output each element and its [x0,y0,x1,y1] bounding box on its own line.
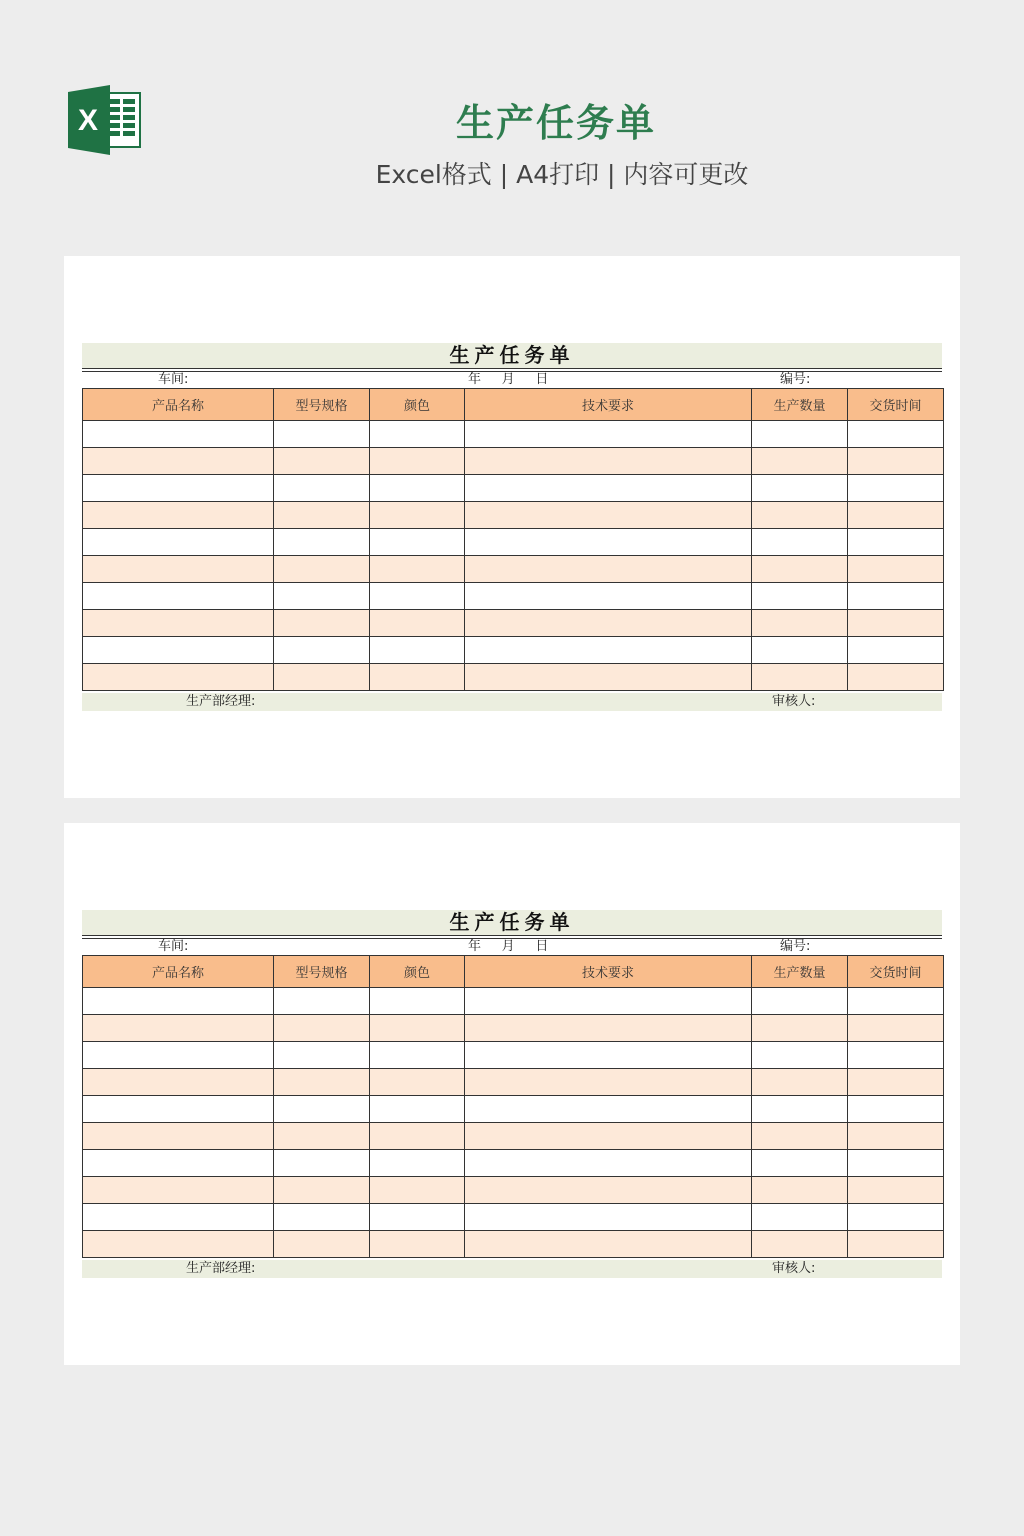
column-header: 技术要求 [465,389,752,421]
table-row [83,556,944,583]
table-cell[interactable] [752,529,848,556]
meta-row [82,938,942,955]
table-row [83,1177,944,1204]
table-cell[interactable] [848,1231,944,1258]
table-cell[interactable] [465,421,752,448]
table-cell[interactable] [83,1150,274,1177]
table-cell[interactable] [83,448,274,475]
table-cell[interactable] [848,475,944,502]
table-cell[interactable] [274,421,370,448]
table-cell[interactable] [465,610,752,637]
table-cell[interactable] [465,1177,752,1204]
table-cell[interactable] [370,1015,465,1042]
reviewer-label: 审核人: [772,1261,816,1276]
table-cell[interactable] [370,1150,465,1177]
table-row [83,1015,944,1042]
column-header: 生产数量 [752,389,848,421]
table-cell[interactable] [274,502,370,529]
table-cell[interactable] [848,583,944,610]
table-row [83,448,944,475]
table-cell[interactable] [370,529,465,556]
table-cell[interactable] [465,583,752,610]
number-label: 编号: [780,372,811,387]
table-cell[interactable] [752,637,848,664]
table-cell[interactable] [465,1204,752,1231]
table-cell[interactable] [465,1096,752,1123]
table-cell[interactable] [848,1123,944,1150]
table-cell[interactable] [752,1204,848,1231]
table-cell[interactable] [83,988,274,1015]
table-cell[interactable] [370,421,465,448]
table-row [83,610,944,637]
table-cell[interactable] [848,502,944,529]
table-cell[interactable] [752,556,848,583]
table-cell[interactable] [465,1015,752,1042]
table-cell[interactable] [274,475,370,502]
table-row [83,1231,944,1258]
table-cell[interactable] [752,664,848,691]
table-cell[interactable] [370,556,465,583]
table-cell[interactable] [83,664,274,691]
table-row [83,1042,944,1069]
table-cell[interactable] [83,1069,274,1096]
date-label: 年 月 日 [468,939,549,954]
form-sheet [64,256,960,798]
column-header: 产品名称 [83,956,274,988]
table-cell[interactable] [752,502,848,529]
table-cell[interactable] [274,664,370,691]
table-row [83,583,944,610]
table-cell[interactable] [274,610,370,637]
table-cell[interactable] [370,988,465,1015]
table-cell[interactable] [848,1042,944,1069]
table-cell[interactable] [370,1231,465,1258]
table-cell[interactable] [465,1042,752,1069]
table-cell[interactable] [274,1177,370,1204]
table-row [83,1123,944,1150]
workshop-label: 车间: [158,372,189,387]
form-title: 生产任务单 [82,343,942,368]
table-cell[interactable] [370,1177,465,1204]
table-cell[interactable] [465,1123,752,1150]
table-cell[interactable] [83,583,274,610]
column-header: 技术要求 [465,956,752,988]
table-cell[interactable] [274,1015,370,1042]
table-cell[interactable] [848,421,944,448]
table-cell[interactable] [848,556,944,583]
page-subtitle: Excel格式 | A4打印 | 内容可更改 [375,160,749,189]
table-cell[interactable] [370,637,465,664]
table-cell[interactable] [752,1123,848,1150]
table-cell[interactable] [848,1096,944,1123]
table-cell[interactable] [465,1069,752,1096]
table-row [83,637,944,664]
table-cell[interactable] [274,583,370,610]
column-header: 型号规格 [274,956,370,988]
table-cell[interactable] [848,1069,944,1096]
table-cell[interactable] [83,1231,274,1258]
table-cell[interactable] [83,1204,274,1231]
table-cell[interactable] [370,502,465,529]
table-cell[interactable] [752,421,848,448]
table-cell[interactable] [370,664,465,691]
table-row [83,529,944,556]
column-header: 产品名称 [83,389,274,421]
table-cell[interactable] [83,637,274,664]
table-cell[interactable] [370,1069,465,1096]
table-header-row [83,956,944,988]
table-cell[interactable] [752,1042,848,1069]
table-cell[interactable] [752,988,848,1015]
table-cell[interactable] [465,664,752,691]
workshop-label: 车间: [158,939,189,954]
table-cell[interactable] [274,1123,370,1150]
meta-row [82,371,942,388]
table-cell[interactable] [274,1042,370,1069]
table-cell[interactable] [848,637,944,664]
column-header: 交货时间 [848,956,944,988]
table-cell[interactable] [83,502,274,529]
table-cell[interactable] [848,1015,944,1042]
table-cell[interactable] [274,1096,370,1123]
table-cell[interactable] [848,448,944,475]
table-cell[interactable] [370,583,465,610]
table-row [83,421,944,448]
table-cell[interactable] [370,1042,465,1069]
table-row [83,475,944,502]
table-cell[interactable] [274,1204,370,1231]
task-table [82,388,944,691]
table-cell[interactable] [848,1177,944,1204]
table-cell[interactable] [274,448,370,475]
table-cell[interactable] [752,1177,848,1204]
table-cell[interactable] [752,583,848,610]
table-cell[interactable] [83,529,274,556]
manager-label: 生产部经理: [186,694,256,709]
table-cell[interactable] [83,1015,274,1042]
table-cell[interactable] [370,610,465,637]
table-cell[interactable] [752,1231,848,1258]
table-cell[interactable] [752,475,848,502]
column-header: 颜色 [370,389,465,421]
table-cell[interactable] [370,475,465,502]
task-table [82,955,944,1258]
table-cell[interactable] [370,1123,465,1150]
form-title: 生产任务单 [82,910,942,935]
table-cell[interactable] [752,1096,848,1123]
table-cell[interactable] [274,529,370,556]
table-cell[interactable] [752,1015,848,1042]
table-cell[interactable] [274,1069,370,1096]
table-cell[interactable] [83,1123,274,1150]
table-cell[interactable] [83,1042,274,1069]
table-cell[interactable] [83,475,274,502]
table-row [83,1150,944,1177]
table-cell[interactable] [370,1204,465,1231]
table-cell[interactable] [370,448,465,475]
table-cell[interactable] [83,1177,274,1204]
form-sheet [64,823,960,1365]
table-cell[interactable] [752,1150,848,1177]
table-cell[interactable] [274,556,370,583]
table-cell[interactable] [465,1150,752,1177]
table-cell[interactable] [848,1204,944,1231]
table-cell[interactable] [274,1231,370,1258]
table-row [83,502,944,529]
table-cell[interactable] [752,448,848,475]
signature-row [82,693,942,711]
table-cell[interactable] [83,556,274,583]
table-cell[interactable] [465,502,752,529]
signature-row [82,1260,942,1278]
table-cell[interactable] [752,1069,848,1096]
table-cell[interactable] [370,1096,465,1123]
table-row [83,988,944,1015]
page-title: 生产任务单 [455,101,656,145]
reviewer-label: 审核人: [772,694,816,709]
column-header: 生产数量 [752,956,848,988]
table-row [83,664,944,691]
number-label: 编号: [780,939,811,954]
manager-label: 生产部经理: [186,1261,256,1276]
table-cell[interactable] [83,1096,274,1123]
table-cell[interactable] [848,529,944,556]
table-cell[interactable] [465,475,752,502]
table-row [83,1204,944,1231]
table-row [83,1096,944,1123]
column-header: 型号规格 [274,389,370,421]
table-header-row [83,389,944,421]
table-cell[interactable] [465,637,752,664]
table-cell[interactable] [274,1150,370,1177]
table-cell[interactable] [848,610,944,637]
table-cell[interactable] [83,421,274,448]
table-cell[interactable] [274,988,370,1015]
column-header: 颜色 [370,956,465,988]
table-cell[interactable] [848,664,944,691]
logo-letter: X [77,104,99,137]
table-cell[interactable] [465,448,752,475]
table-cell[interactable] [465,529,752,556]
date-label: 年 月 日 [468,372,549,387]
table-cell[interactable] [465,1231,752,1258]
table-cell[interactable] [83,610,274,637]
table-cell[interactable] [465,988,752,1015]
table-cell[interactable] [752,610,848,637]
table-row [83,1069,944,1096]
table-cell[interactable] [848,988,944,1015]
table-cell[interactable] [274,637,370,664]
table-cell[interactable] [465,556,752,583]
table-cell[interactable] [848,1150,944,1177]
column-header: 交货时间 [848,389,944,421]
